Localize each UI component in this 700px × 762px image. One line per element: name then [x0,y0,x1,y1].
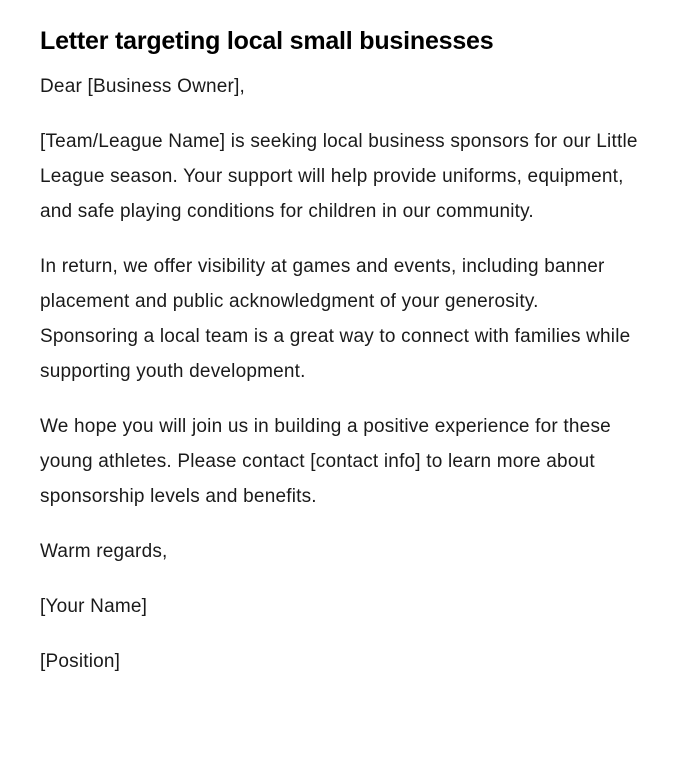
letter-closing: Warm regards, [40,541,168,562]
letter-paragraph-1: [Team/League Name] is seeking local business sponsors for our Little League season. Your support will help provide uniforms, equipment, and safe playing conditions for children in our community. [40,131,638,222]
letter-salutation: Dear [Business Owner], [40,76,246,97]
letter-paragraph-3: We hope you will join us in building a positive experience for these young athletes. Please contact [contact info] to learn more about sponsorship levels and benefits. [40,416,611,507]
signature-name: [Your Name] [40,596,148,617]
signature-position: [Position] [40,651,121,672]
letter-paragraph-2: In return, we offer visibility at games and events, including banner placement and public acknowledgment of your generosity. Sponsoring a local team is a great way to connect with families while supporting youth development. [40,256,631,382]
letter-title: Letter targeting local small businesses [40,27,494,55]
